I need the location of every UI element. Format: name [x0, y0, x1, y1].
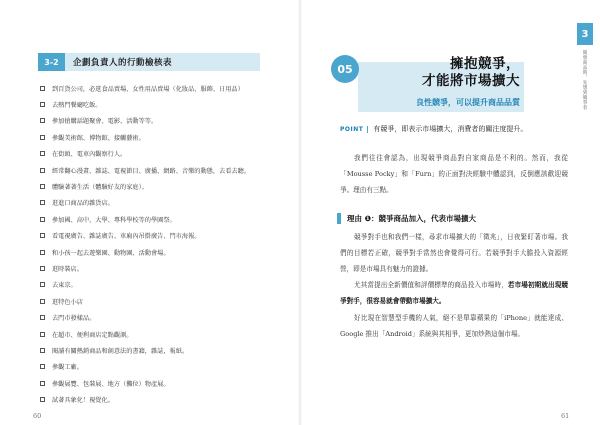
checklist-item	[40, 80, 290, 96]
checklist-item	[40, 326, 290, 342]
point-text: 有競爭，即表示市場擴大，消費者的關注度提升。	[373, 125, 528, 133]
chapter-vertical-title: 開發商品時，先想到競爭者	[582, 50, 587, 110]
checkbox-icon	[40, 102, 45, 107]
checklist-item-label: 到百貨公司，必逛食品賣場、女性用品賣場（化妝品、服飾、日用品）	[52, 85, 244, 93]
checklist-item-label: 去熱門餐廳吃飯。	[52, 102, 102, 110]
page-gutter	[298, 0, 302, 425]
point-label: POINT	[340, 126, 368, 133]
title-line-2: 才能將市場擴大	[422, 73, 520, 89]
checkbox-icon	[40, 282, 45, 287]
chapter-tab: 3	[577, 23, 593, 45]
checkbox-icon	[40, 151, 45, 156]
checklist-item-label: 參觀美術館、博物館、接觸藝術。	[52, 134, 145, 142]
paragraph-2: 競爭對手也和我們一樣，尋求市場擴大的「徵兆」，日夜緊盯著市場。我們的目標若正確，競爭對手當然也會覺得可行。若競爭對手大膽投入資源經營，即是市場具有魅力的證據。	[340, 233, 568, 273]
paragraph-3	[340, 277, 568, 309]
checkbox-icon	[40, 184, 45, 189]
checklist-item-label: 去東京。	[52, 282, 77, 290]
checkbox-icon	[40, 364, 45, 369]
paragraph-1: 我們往往會認為，出現競爭商品對自家商品是不利的。然而，我從「Mousse Pocky」和「Furn」的正面對決經驗中體認到，反倒應該歡迎競爭。理由有三點。	[340, 154, 568, 194]
checklist-item	[40, 162, 290, 178]
title-line-1: 擁抱競爭，	[450, 56, 520, 72]
checklist-item-label: 逛時裝店。	[52, 265, 83, 273]
reason-marker	[337, 213, 341, 224]
checkbox-icon	[40, 250, 45, 255]
checkbox-icon	[40, 217, 45, 222]
checkbox-icon	[40, 332, 45, 337]
checklist-item-label: 體驗著著生活（體驗好友的家庭）。	[52, 184, 148, 192]
checklist-item	[40, 113, 290, 129]
page-subtitle: 良性競爭，可以提升商品品質	[416, 98, 520, 107]
section-tag: 3-2	[38, 53, 65, 71]
checklist-item-label: 在街頭、電車內觀察行人。	[52, 151, 127, 159]
checkbox-icon	[40, 200, 45, 205]
checklist-item	[40, 228, 290, 244]
checklist-item	[40, 359, 290, 375]
checklist-item-label: 經常翻心漫畫、雜誌、電視節目、廣播、網路、音樂的動態，去看去聽。	[52, 167, 250, 175]
checkbox-icon	[40, 299, 45, 304]
checklist-item-label: 和小孩一起去遊樂園、動物園、活動會場。	[52, 249, 170, 257]
page-number-right: 61	[561, 412, 570, 420]
reason-heading-text: 理由 ❶：競爭商品加入，代表市場擴大	[347, 214, 476, 223]
reason-heading	[337, 213, 476, 224]
checklist-item-label: 參加國、高中、大學、專科學校等的學園祭。	[52, 216, 176, 224]
checklist-item	[40, 195, 290, 211]
checklist-item	[40, 342, 290, 358]
checklist-item	[40, 309, 290, 325]
checkbox-icon	[40, 397, 45, 402]
checklist-item-label: 參加搶購話題聚會、電影、活動等等。	[52, 118, 158, 126]
checklist-item	[40, 211, 290, 227]
checklist	[40, 80, 290, 408]
checklist-item-label: 試著具象化！視覺化。	[52, 397, 114, 405]
paragraph-3-normal: 尤其當提出全新價值和評價標準的商品投入市場時，	[354, 281, 508, 289]
checklist-item	[40, 96, 290, 112]
checklist-item-label: 看電視廣告、雜誌廣告、車廂內吊掛廣告、門市海報。	[52, 233, 201, 241]
item-badge: 05	[331, 55, 359, 83]
checkbox-icon	[40, 86, 45, 91]
checklist-item-label: 參觀展覽、包裝展、地方（攤位）物產展。	[52, 380, 170, 388]
page-number-left: 60	[33, 412, 42, 420]
checklist-item-label: 閱讀有關熱銷商品和創意法的書籍，雜誌，報紙。	[52, 347, 189, 355]
paragraph-3-bold: 若市場初期就出現競爭對手，很容易就會帶動市場擴大。	[340, 281, 569, 305]
checklist-item-label: 參觀工廠。	[52, 364, 83, 372]
page-title	[370, 56, 520, 90]
checklist-item	[40, 129, 290, 145]
checklist-item	[40, 178, 290, 194]
checklist-header	[38, 53, 260, 71]
checklist-item	[40, 244, 290, 260]
checkbox-icon	[40, 118, 45, 123]
checkbox-icon	[40, 135, 45, 140]
checklist-item	[40, 375, 290, 391]
section-title: 企劃負責人的行動檢核表	[73, 58, 173, 68]
checklist-item-label: 逛特色小店	[52, 298, 83, 306]
point-callout	[340, 124, 527, 134]
checklist-item	[40, 293, 290, 309]
checkbox-icon	[40, 348, 45, 353]
checkbox-icon	[40, 168, 45, 173]
checklist-item-label: 去門市發樣品。	[52, 315, 96, 323]
checklist-item	[40, 260, 290, 276]
checkbox-icon	[40, 266, 45, 271]
checklist-item	[40, 277, 290, 293]
checkbox-icon	[40, 381, 45, 386]
checkbox-icon	[40, 233, 45, 238]
checkbox-icon	[40, 315, 45, 320]
checklist-item	[40, 146, 290, 162]
checklist-item-label: 在超市、便利商店定點觀測。	[52, 331, 133, 339]
checklist-item	[40, 391, 290, 407]
paragraph-4: 好比現在智慧型手機的人氣，絕不是單靠蘋果的「iPhone」就能達成、Google 推出「Android」系統與其相爭，更加炒熱這個市場。	[340, 314, 568, 338]
checklist-item-label: 逛進口商品的雜貨店。	[52, 200, 114, 208]
